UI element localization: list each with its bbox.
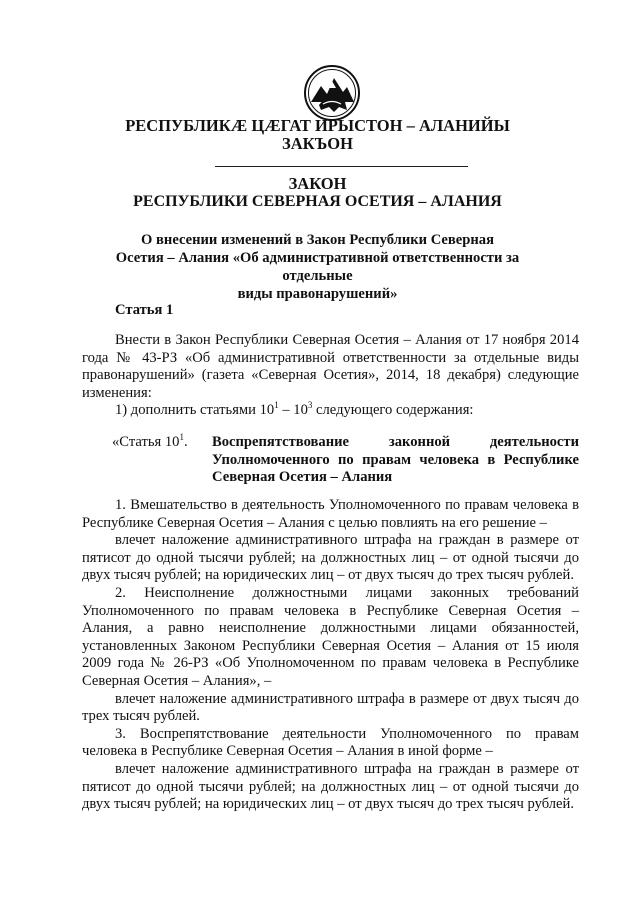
law-heading-line: виды правонарушений» xyxy=(237,286,398,302)
intro-paragraph: Внести в Закон Республики Северная Осетия – Алания от 17 ноября 2014 года № 43-РЗ «Об административной ответственности за отдельные виды правонарушений» (газета «Северная Осетия», 2014, 18 декабря) следующие изменения: xyxy=(82,332,579,401)
article-title: Статья 1 xyxy=(115,302,174,318)
item-1-suffix: следующего содержания: xyxy=(312,402,474,419)
new-article-label-text: «Статья 10 xyxy=(112,434,180,450)
law-heading xyxy=(80,231,555,303)
item-1-sup-1: 1 xyxy=(274,400,279,411)
title-republic: РЕСПУБЛИКИ СЕВЕРНАЯ ОСЕТИЯ – АЛАНИЯ xyxy=(133,193,502,210)
item-1 xyxy=(82,402,579,420)
new-article-dot: . xyxy=(183,434,188,450)
title-ossetian: РЕСПУБЛИКӔ ЦӔГАТ ИРЫСТОН – АЛАНИЙЫ xyxy=(125,116,510,135)
paragraph-2-penalty: влечет наложение административного штрафа в размере от двух тысяч до трех тысяч рублей. xyxy=(82,690,579,725)
new-article-title: Воспрепятствование законной деятельности Уполномоченного по правам человека в Республике Северная Осетия – Алания xyxy=(212,434,579,486)
new-article-sup: 1 xyxy=(179,432,184,442)
paragraph-1: 1. Вмешательство в деятельность Уполномоченного по правам человека в Республике Северная Осетия – Алания с целью повлиять на его решение – xyxy=(82,497,579,531)
item-1-prefix: 1) дополнить статьями 10 xyxy=(115,402,275,419)
item-1-dash: – 10 xyxy=(278,402,308,419)
intro-block xyxy=(82,332,579,420)
law-heading-line: Осетия – Алания «Об административной ответственности за отдельные xyxy=(115,250,520,284)
paragraph-3: 3. Воспрепятствование деятельности Уполномоченного по правам человека в Республике Северная Осетия – Алания в иной форме – xyxy=(82,725,579,760)
title-law: ЗАКОН xyxy=(288,174,347,193)
coat-of-arms-emblem xyxy=(303,64,361,122)
title-divider xyxy=(215,166,468,167)
article-body xyxy=(82,497,579,814)
paragraph-1-penalty: влечет наложение административного штрафа на граждан в размере от пятисот до одной тысячи рублей; на должностных лиц – от одной тысячи до двух тысяч рублей; на юридических лиц – от двух тысяч до трех тысяч рублей. xyxy=(82,532,579,584)
item-1-sup-2: 3 xyxy=(307,400,313,411)
new-article-label xyxy=(112,434,188,451)
paragraph-2: 2. Неисполнение должностными лицами законных требований Уполномоченного по правам человека в Республике Северная Осетия – Алания, а равно неисполнение должностными лицами обязанностей, установленных Законом Республики Северная Осетия – Алания от 15 июля 2009 года № 26-РЗ «Об Уполномоченном по правам человека в Республике Северная Осетия – Алания», – xyxy=(82,584,579,689)
paragraph-3-penalty: влечет наложение административного штрафа на граждан в размере от пятисот до одной тысячи рублей; на должностных лиц – от одной тысячи до двух тысяч рублей; на юридических лиц – от двух тысяч до трех тысяч рублей. xyxy=(82,760,579,813)
title-ossetian-law: ЗАКЪОН xyxy=(282,134,353,153)
law-heading-line: О внесении изменений в Закон Республики Северная xyxy=(141,232,494,248)
